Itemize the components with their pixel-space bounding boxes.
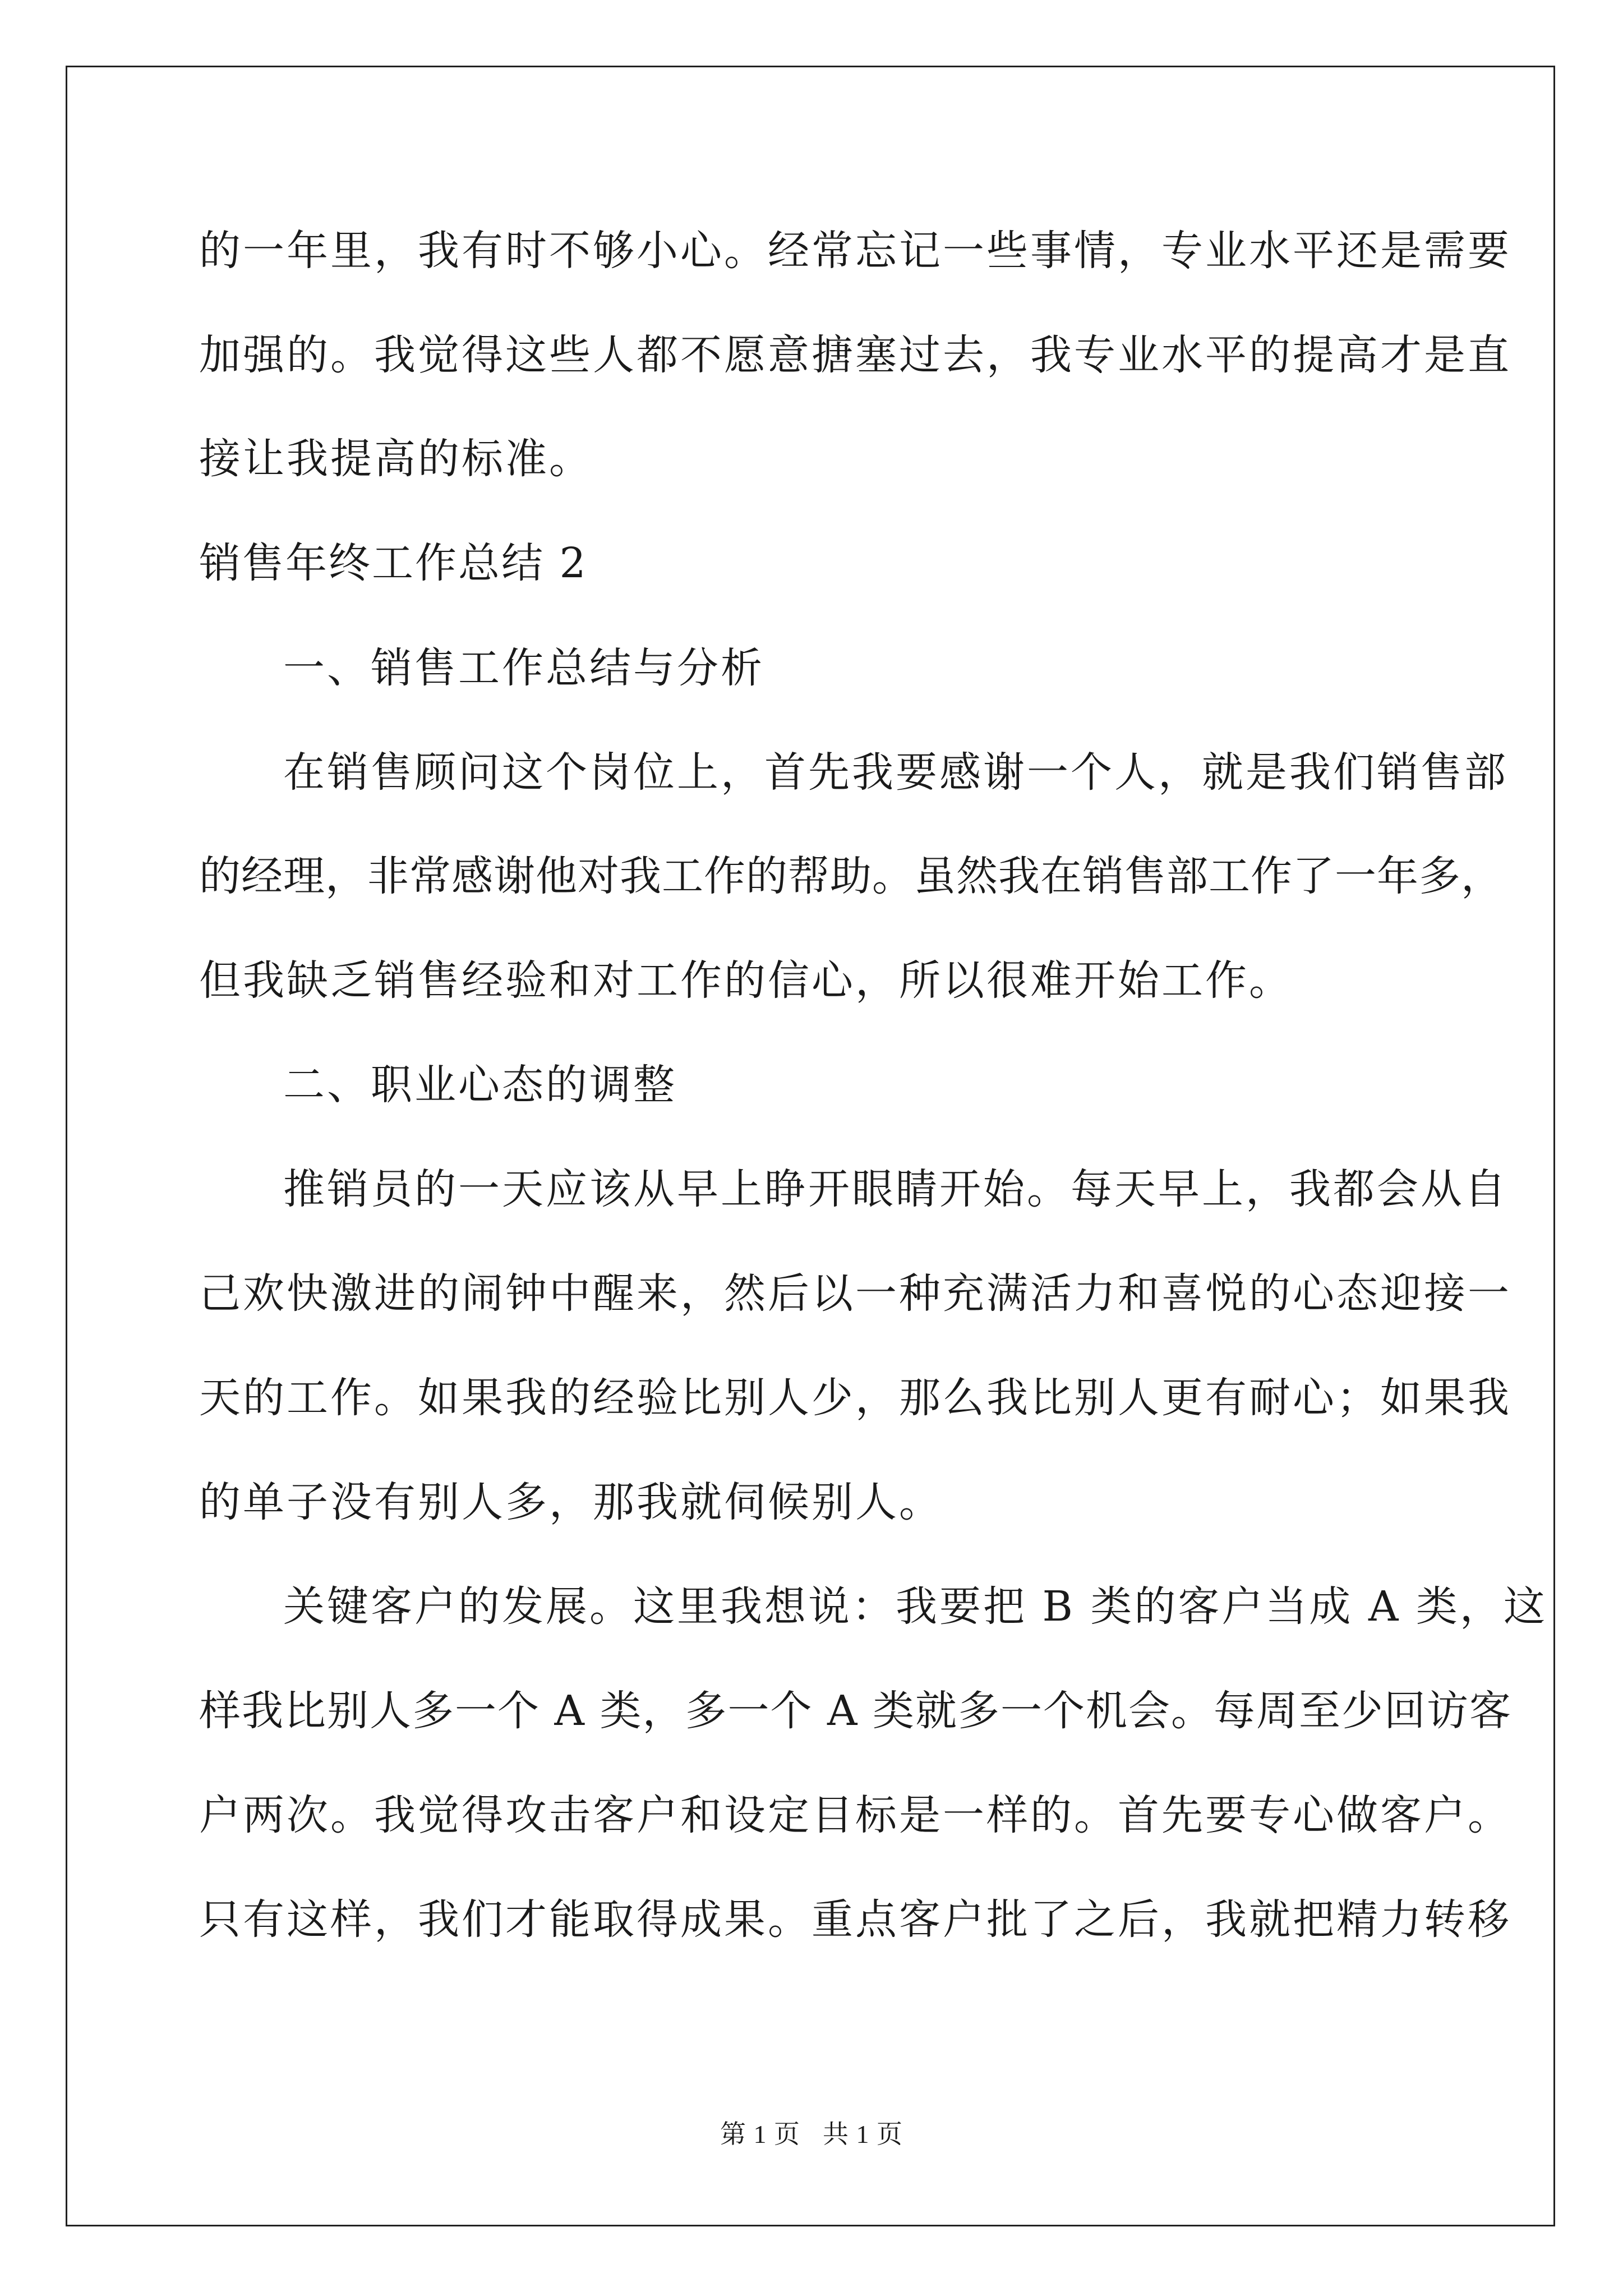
text-line: 己欢快激进的闹钟中醒来，然后以一种充满活力和喜悦的心态迎接一: [199, 1269, 1511, 1318]
text-line: 关键客户的发展。这里我想说：我要把 B 类的客户当成 A 类，这: [283, 1582, 1547, 1631]
text-line: 但我缺乏销售经验和对工作的信心，所以很难开始工作。: [199, 956, 1293, 1005]
text-line: 户两次。我觉得攻击客户和设定目标是一样的。首先要专心做客户。: [199, 1791, 1511, 1839]
text-line: 推销员的一天应该从早上睁开眼睛开始。每天早上，我都会从自: [283, 1165, 1508, 1213]
text-line: 的一年里，我有时不够小心。经常忘记一些事情，专业水平还是需要: [199, 227, 1511, 275]
section-heading-2: 二、职业心态的调整: [283, 1061, 677, 1109]
text-line: 加强的。我觉得这些人都不愿意搪塞过去，我专业水平的提高才是直: [199, 331, 1511, 379]
text-line: 天的工作。如果我的经验比别人少，那么我比别人更有耐心；如果我: [199, 1374, 1511, 1422]
page-number: 第 1 页: [720, 2120, 800, 2148]
text-line: 的单子没有别人多，那我就伺候别人。: [199, 1478, 943, 1526]
text-line: 接让我提高的标准。: [199, 435, 593, 483]
section-heading-1: 一、销售工作总结与分析: [283, 644, 764, 692]
page-footer: [0, 2118, 1623, 2151]
section-title: 销售年终工作总结 2: [199, 539, 588, 587]
text-line: 的经理，非常感谢他对我工作的帮助。虽然我在销售部工作了一年多，: [199, 852, 1503, 900]
text-line: 在销售顾问这个岗位上，首先我要感谢一个人，就是我们销售部: [283, 748, 1508, 797]
text-line: 只有这样，我们才能取得成果。重点客户批了之后，我就把精力转移: [199, 1895, 1511, 1944]
page-total: 共 1 页: [823, 2120, 903, 2148]
text-line: 样我比别人多一个 A 类，多一个 A 类就多一个机会。每周至少回访客: [199, 1687, 1512, 1735]
